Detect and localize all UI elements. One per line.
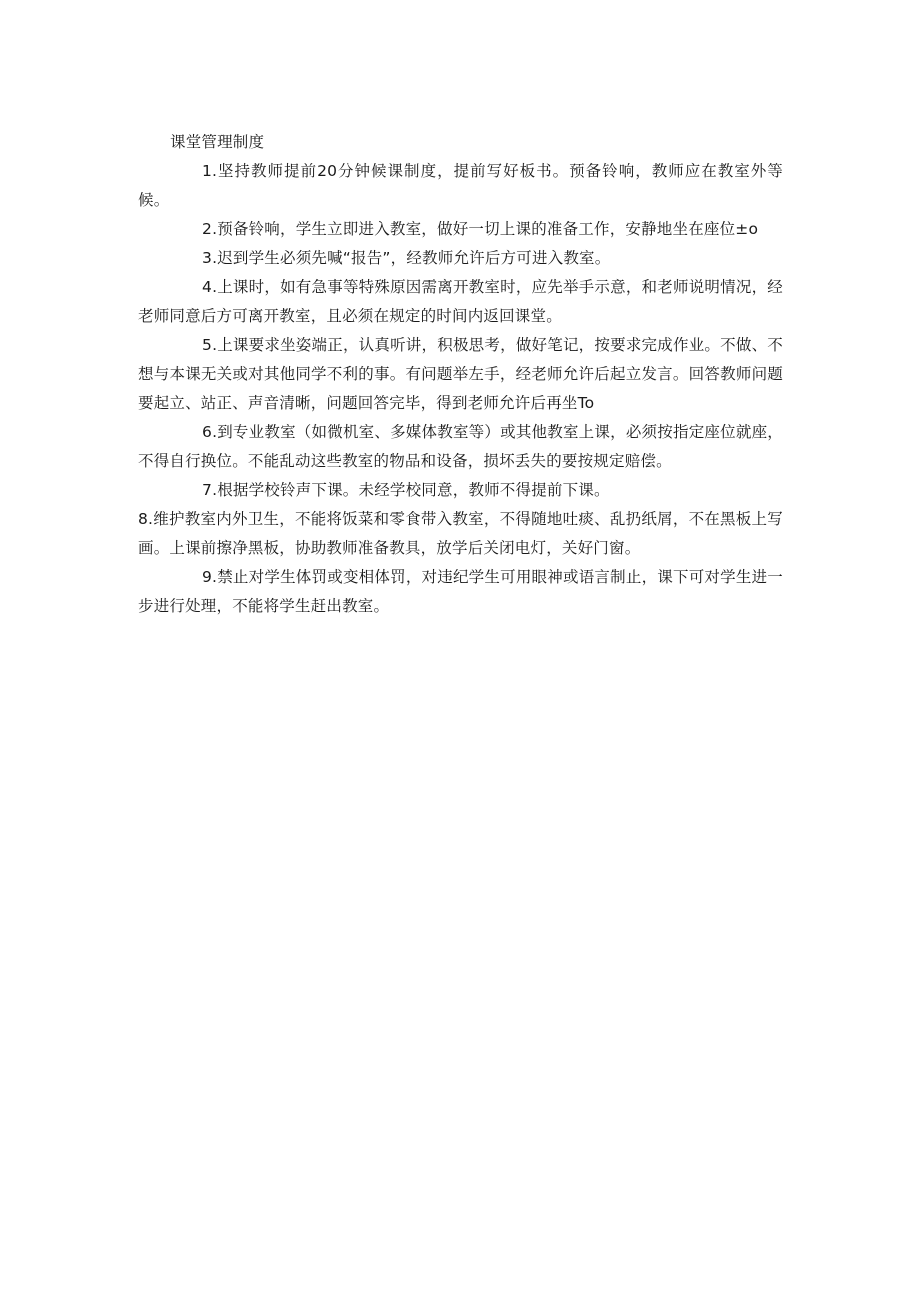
rule-item-5 <box>138 331 783 418</box>
rule-number: 5 <box>202 336 213 354</box>
rule-text: .根据学校铃声下课。未经学校同意，教师不得提前下课。 <box>212 481 610 499</box>
rule-item-9 <box>138 563 783 621</box>
rule-text: 维护教室内外卫生，不能将饭菜和零食带入教室，不得随地吐痰、乱扔纸屑，不在黑板上写画。上课前擦净黑板，协助教师准备教具，放学后关闭电灯，关好门窗。 <box>138 510 783 557</box>
rule-text: .上课要求坐姿端正，认真听讲，积极思考，做好笔记，按要求完成作业。不做、不想与本课无关或对其他同学不利的事。有问题举左手，经老师允许后起立发言。回答教师问题要起立、站正、声音清晰，问题回答完毕，得到老师允许后再坐To <box>138 336 783 412</box>
rule-text: .上课时，如有急事等特殊原因需离开教室时，应先举手示意，和老师说明情况，经老师同意后方可离开教室，且必须在规定的时间内返回课堂。 <box>138 278 783 325</box>
rule-text: 坚持教师提前20分钟候课制度，提前写好板书。预备铃响，教师应在教室外等候。 <box>138 162 783 209</box>
rule-item-4 <box>138 273 783 331</box>
rule-number: 4 <box>202 278 213 296</box>
rule-text: .预备铃响，学生立即进入教室，做好一切上课的准备工作，安静地坐在座位±o <box>212 220 759 238</box>
rule-item-7 <box>138 476 783 505</box>
rule-number: 3 <box>202 249 213 267</box>
rule-text: .到专业教室（如微机室、多媒体教室等）或其他教室上课，必须按指定座位就座，不得自行换位。不能乱动这些教室的物品和设备，损坏丢失的要按规定赔偿。 <box>138 423 783 470</box>
rule-number: 8. <box>138 510 154 528</box>
document-title: 课堂管理制度 <box>170 133 265 151</box>
rule-number: 2 <box>202 220 213 238</box>
rule-item-2 <box>138 215 783 244</box>
rule-number: 7 <box>202 481 213 499</box>
rule-item-3 <box>138 244 783 273</box>
rule-number: 1. <box>202 162 218 180</box>
rule-text: 禁止对学生体罚或变相体罚，对违纪学生可用眼神或语言制止，课下可对学生进一步进行处理，不能将学生赶出教室。 <box>138 568 783 615</box>
rule-text: .迟到学生必须先喊“报告”，经教师允许后方可进入教室。 <box>212 249 611 267</box>
rule-item-1 <box>138 157 783 215</box>
document-body <box>138 128 783 621</box>
rule-item-6 <box>138 418 783 476</box>
rule-number: 6 <box>202 423 213 441</box>
rule-number: 9. <box>202 568 218 586</box>
rule-item-8 <box>138 505 783 563</box>
